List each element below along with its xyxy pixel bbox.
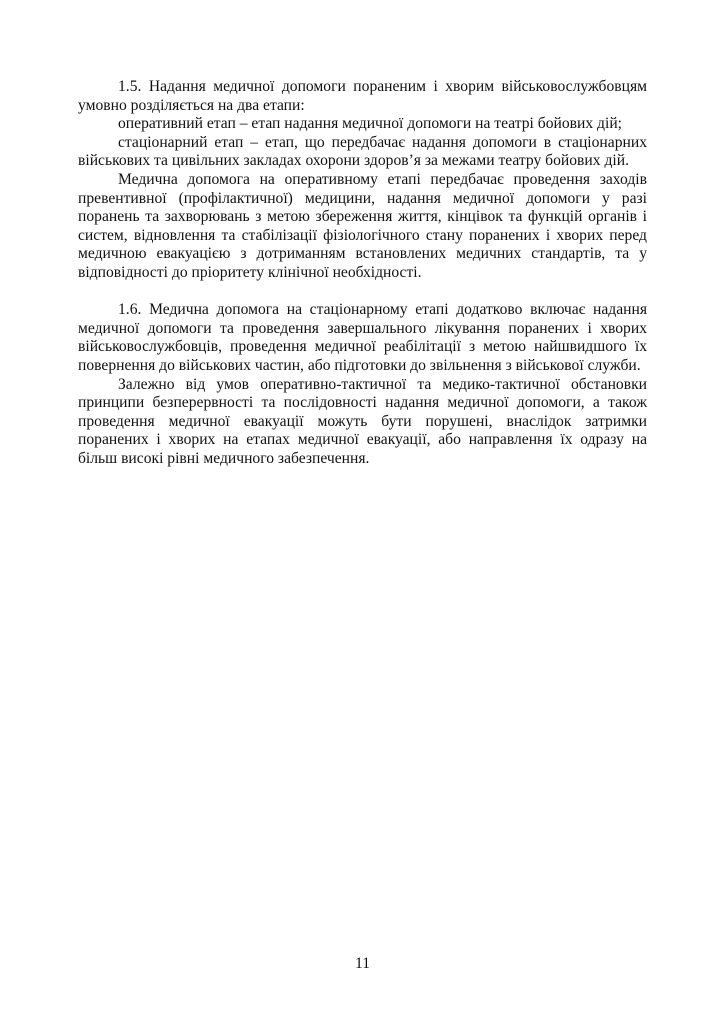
page-number: 11: [354, 955, 370, 972]
paragraph-operational-stage: оперативний етап – етап надання медичної допомоги на театрі бойових дій;: [118, 115, 623, 133]
paragraph-stationary-stage: стаціонарний етап – етап, що передбачає надання допомоги в стаціонарних військових та цивільних закладах охорони здоров’я за межами театру бойових дій.: [78, 133, 647, 170]
paragraph-evacuation-conditions: Залежно від умов оперативно-тактичної та медико-тактичної обстановки принципи безперервності та послідовності надання медичної допомоги, а також проведення медичної евакуації можуть бути порушені, внаслідок затримки поранених і хворих на етапах медичної евакуації, або направлення їх одразу на більш високі рівні медичного забезпечення.: [78, 375, 647, 467]
paragraph-operational-care: Медична допомога на оперативному етапі передбачає проведення заходів превентивної (профілактичної) медицини, надання медичної допомоги у разі поранень та захворювань з метою збереження життя, кінцівок та функцій органів і систем, відновлення та стабілізації фізіологічного стану поранених і хворих перед медичною евакуацією з дотриманням встановлених медичних стандартів, та у відповідності до пріоритету клінічної необхідності.: [78, 170, 647, 281]
paragraph-1-5-intro: 1.5. Надання медичної допомоги пораненим і хворим військовослужбовцям умовно розділяється на два етапи:: [78, 78, 647, 114]
paragraph-1-6-intro: 1.6. Медична допомога на стаціонарному етапі додатково включає надання медичної допомоги та проведення завершального лікування поранених і хворих військовослужбовців, проведення медичної реабілітації з метою найшвидшого їх повернення до військових частин, або підготовки до звільнення з військової служби.: [78, 301, 647, 374]
body-text: [78, 78, 647, 468]
